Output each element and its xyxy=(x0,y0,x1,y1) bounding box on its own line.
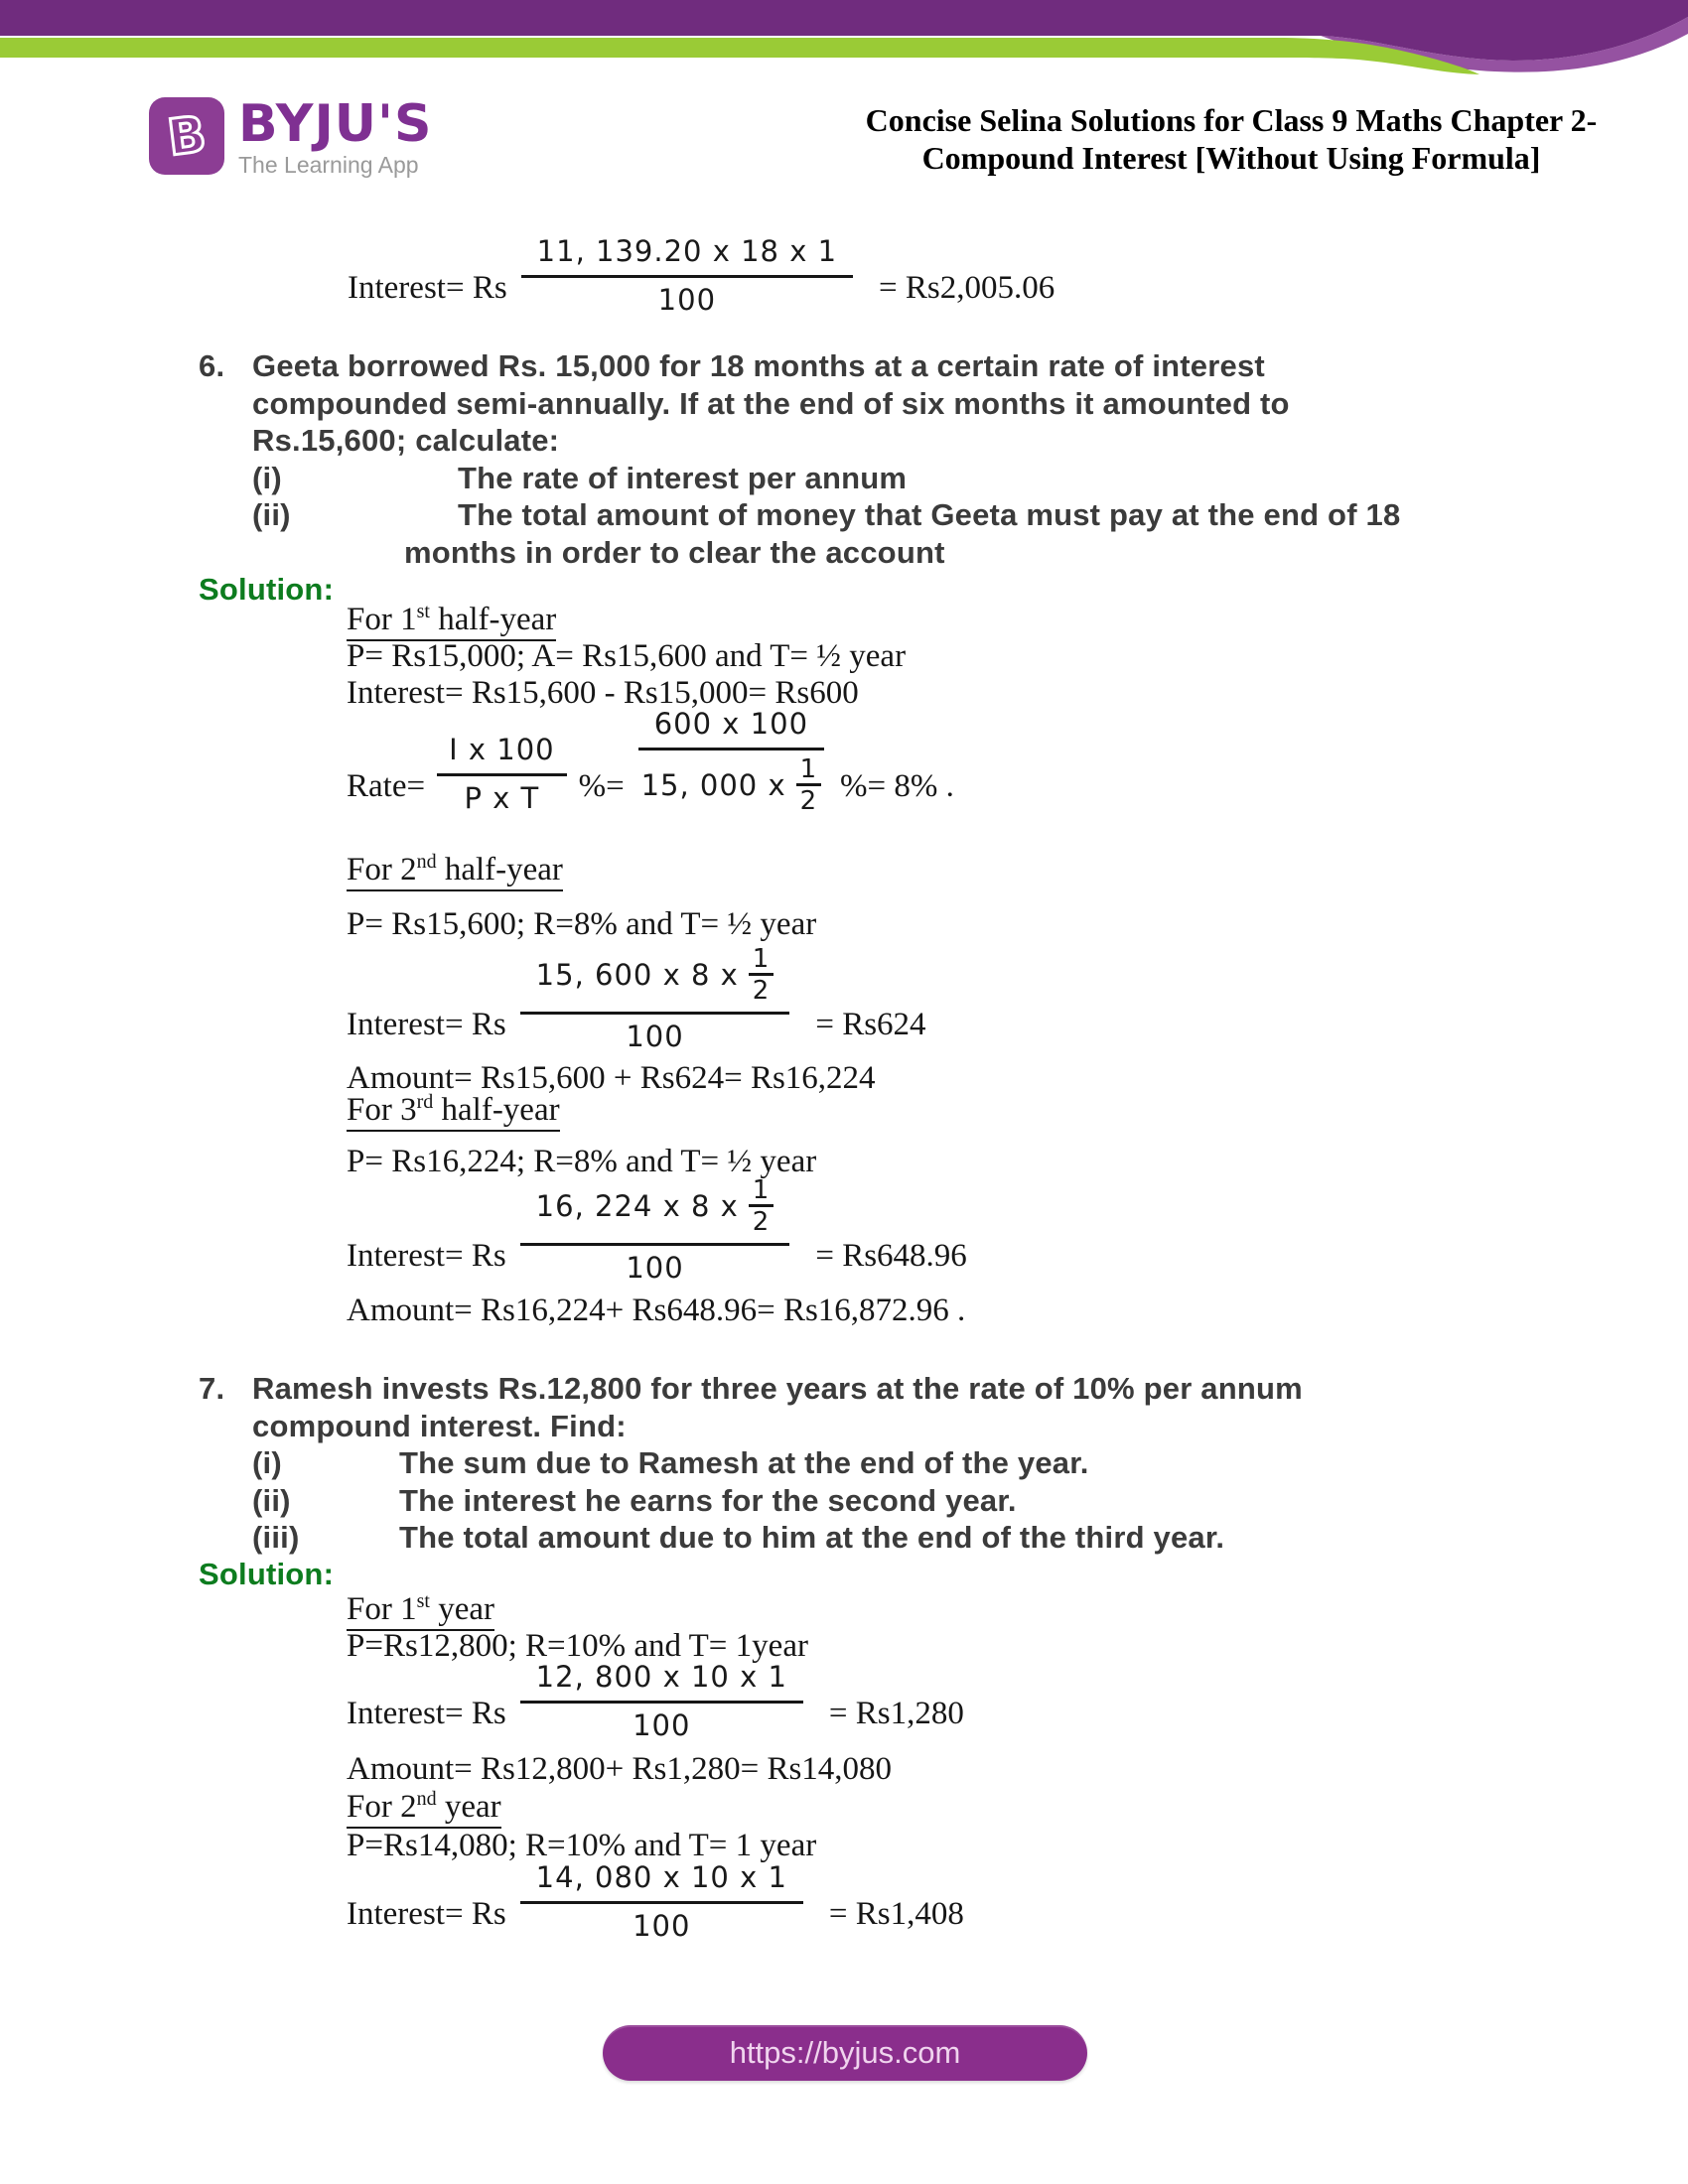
question-7-number: 7. xyxy=(199,1371,225,1406)
fraction xyxy=(638,707,824,815)
solution-7-heading-1 xyxy=(347,1591,494,1631)
heading-text: half-year xyxy=(433,1092,560,1128)
formula-rate xyxy=(347,707,954,815)
question-6-text: Rs.15,600; calculate: xyxy=(252,423,560,458)
half-denominator: 2 xyxy=(749,1204,774,1236)
fraction-numerator: 11, 139.20 x 18 x 1 xyxy=(521,234,853,278)
half-fraction xyxy=(749,945,774,1005)
fraction xyxy=(521,234,853,317)
item-text: The total amount of money that Geeta must pay at the end of 18 xyxy=(458,497,1401,532)
fraction-denominator: 100 xyxy=(626,1251,684,1286)
fraction-denominator: 100 xyxy=(657,283,717,317)
solution-6-line: Interest= Rs15,600 - Rs15,000= Rs600 xyxy=(347,675,859,711)
question-7-item-ii xyxy=(252,1482,1303,1520)
question-6-item-ii-cont: months in order to clear the account xyxy=(404,534,945,570)
solution-6-label: Solution: xyxy=(199,572,335,607)
question-6-item-ii xyxy=(252,496,1400,534)
heading-text: For 3 xyxy=(347,1092,417,1128)
heading-ordinal: rd xyxy=(416,1091,434,1113)
question-6-text: Geeta borrowed Rs. 15,000 for 18 months at a certain rate of interest xyxy=(252,348,1265,383)
half-numerator: 1 xyxy=(752,1175,771,1205)
formula-prefix: Interest= Rs xyxy=(347,1696,506,1731)
item-text: The interest he earns for the second year. xyxy=(399,1482,1017,1518)
byjus-logo-icon xyxy=(149,97,224,175)
formula-result: = Rs1,280 xyxy=(828,1696,964,1731)
numerator-text: 16, 224 x 8 x xyxy=(535,1189,739,1224)
banner-green-shape xyxy=(0,38,1479,74)
formula-interest-2nd-year xyxy=(347,1860,964,1943)
document-title xyxy=(824,101,1638,177)
heading-text: For 1 xyxy=(347,602,417,637)
formula-interest-3rd-half xyxy=(347,1176,967,1285)
formula-result: = Rs624 xyxy=(815,1007,926,1043)
question-7-text: compound interest. Find: xyxy=(252,1408,627,1443)
item-label: (i) xyxy=(252,460,282,495)
byjus-tagline: The Learning App xyxy=(238,152,419,178)
fraction-denominator: 100 xyxy=(633,1909,691,1943)
question-6-number: 6. xyxy=(199,348,225,383)
denominator-text: 15, 000 x xyxy=(640,768,786,803)
question-7-item-iii xyxy=(252,1519,1303,1557)
solution-6-heading-1 xyxy=(347,602,556,641)
fraction-numerator xyxy=(520,1176,790,1246)
underlined-heading xyxy=(347,602,556,641)
half-denominator: 2 xyxy=(796,783,822,815)
fraction-numerator: 600 x 100 xyxy=(638,707,824,751)
underlined-heading xyxy=(347,1591,494,1631)
fraction xyxy=(520,1176,790,1285)
heading-text: For 2 xyxy=(347,852,417,887)
formula-result: %= 8% . xyxy=(840,768,954,805)
solution-7-heading-2 xyxy=(347,1789,501,1829)
heading-ordinal: nd xyxy=(416,851,437,873)
formula-operator: %= xyxy=(578,768,625,805)
solution-6-line: P= Rs15,000; A= Rs15,600 and T= ½ year xyxy=(347,638,907,674)
document-title-line1: Concise Selina Solutions for Class 9 Maths Chapter 2- xyxy=(865,102,1598,138)
fraction-numerator: 14, 080 x 10 x 1 xyxy=(520,1860,803,1904)
solution-6-line: Amount= Rs16,224+ Rs648.96= Rs16,872.96 . xyxy=(347,1293,966,1328)
byjus-brand-name: BYJU'S xyxy=(238,94,433,154)
question-6-text: compounded semi-annually. If at the end of six months it amounted to xyxy=(252,385,1290,421)
fraction xyxy=(520,945,790,1053)
formula-interest-2nd-half xyxy=(347,945,926,1053)
fraction-numerator: I x 100 xyxy=(437,733,567,776)
heading-text: For 1 xyxy=(347,1591,417,1627)
item-label: (ii) xyxy=(252,1482,291,1518)
formula-result: = Rs2,005.06 xyxy=(879,270,1055,306)
question-7 xyxy=(199,1370,1303,1557)
underlined-heading xyxy=(347,852,563,891)
item-text: The sum due to Ramesh at the end of the year. xyxy=(399,1445,1089,1480)
fraction xyxy=(520,1660,803,1742)
formula-result: = Rs648.96 xyxy=(815,1238,967,1275)
question-7-text: Ramesh invests Rs.12,800 for three years at the rate of 10% per annum xyxy=(252,1371,1303,1406)
document-title-line2: Compound Interest [Without Using Formula] xyxy=(921,140,1541,176)
solution-6-heading-3 xyxy=(347,1092,560,1132)
item-text: The total amount due to him at the end of the third year. xyxy=(399,1520,1225,1555)
heading-text: half-year xyxy=(436,852,563,887)
item-text: The rate of interest per annum xyxy=(458,460,908,495)
heading-text: half-year xyxy=(429,602,557,637)
fraction-denominator: 100 xyxy=(633,1708,691,1742)
solution-6-line: P= Rs15,600; R=8% and T= ½ year xyxy=(347,906,817,942)
fraction xyxy=(437,733,567,815)
byjus-url-button[interactable]: https://byjus.com xyxy=(603,2025,1087,2081)
item-label: (ii) xyxy=(252,497,291,532)
half-fraction xyxy=(749,1176,774,1236)
formula-prefix: Interest= Rs xyxy=(347,1007,506,1043)
heading-text: year xyxy=(429,1591,494,1627)
heading-text: For 2 xyxy=(347,1789,417,1825)
heading-ordinal: nd xyxy=(416,1788,437,1810)
solution-6-line: P= Rs16,224; R=8% and T= ½ year xyxy=(347,1144,817,1179)
fraction-denominator xyxy=(641,751,822,815)
fraction xyxy=(520,1860,803,1943)
formula-prefix: Rate= xyxy=(347,768,426,805)
formula-prefix: Interest= Rs xyxy=(347,1238,506,1275)
question-6-line xyxy=(199,347,1400,385)
item-label: (iii) xyxy=(252,1520,300,1555)
formula-interest-carryover xyxy=(348,234,1055,317)
formula-prefix: Interest= Rs xyxy=(348,270,507,306)
question-7-item-i xyxy=(252,1444,1303,1482)
formula-interest-1st-year xyxy=(347,1660,964,1742)
solution-6-line: Amount= Rs15,600 + Rs624= Rs16,224 xyxy=(347,1060,876,1096)
header-banner xyxy=(0,0,1688,109)
question-6 xyxy=(199,347,1400,571)
solution-7-line: P=Rs14,080; R=10% and T= 1 year xyxy=(347,1828,817,1863)
fraction-numerator xyxy=(520,945,790,1015)
half-fraction xyxy=(796,755,822,815)
solution-7-line: Amount= Rs12,800+ Rs1,280= Rs14,080 xyxy=(347,1751,893,1787)
heading-ordinal: st xyxy=(416,601,430,622)
half-denominator: 2 xyxy=(749,973,774,1005)
question-6-item-i xyxy=(252,460,1400,497)
byjus-logo xyxy=(149,94,433,179)
numerator-text: 15, 600 x 8 x xyxy=(535,958,739,993)
byjus-b-glyph: B xyxy=(164,104,210,168)
fraction-denominator: 100 xyxy=(626,1020,684,1054)
underlined-heading xyxy=(347,1092,560,1132)
solution-6-heading-2 xyxy=(347,852,563,891)
heading-ordinal: st xyxy=(416,1590,430,1612)
fraction-denominator: P x T xyxy=(464,781,540,816)
formula-result: = Rs1,408 xyxy=(828,1896,964,1932)
half-numerator: 1 xyxy=(799,754,818,784)
formula-prefix: Interest= Rs xyxy=(347,1896,506,1932)
solution-7-label: Solution: xyxy=(199,1557,335,1591)
byjus-logo-text xyxy=(238,94,433,179)
half-numerator: 1 xyxy=(752,944,771,974)
fraction-numerator: 12, 800 x 10 x 1 xyxy=(520,1660,803,1704)
item-label: (i) xyxy=(252,1445,282,1480)
underlined-heading xyxy=(347,1789,501,1829)
heading-text: year xyxy=(436,1789,501,1825)
question-7-line xyxy=(199,1370,1303,1408)
solution-7-line: P=Rs12,800; R=10% and T= 1year xyxy=(347,1628,808,1664)
